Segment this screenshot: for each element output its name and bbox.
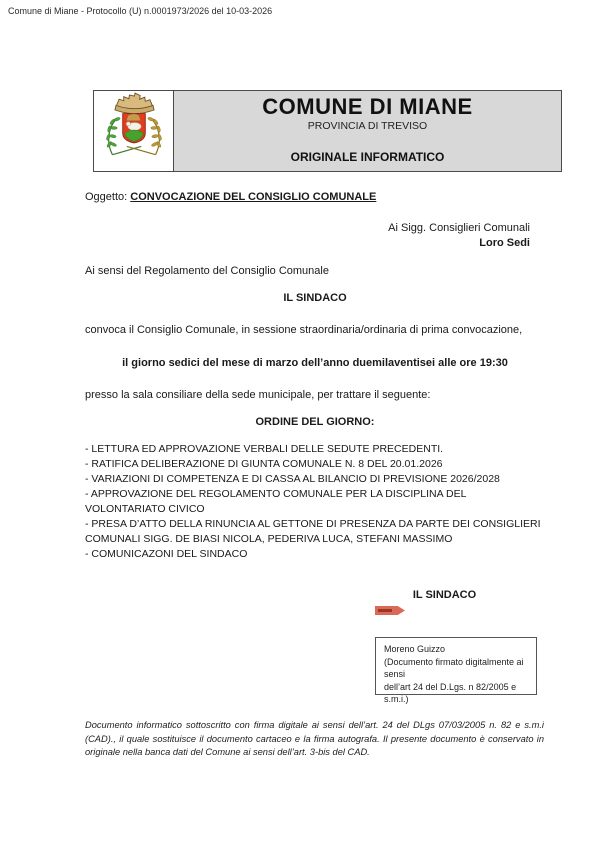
signature-disclaimer-line1: (Documento firmato digitalmente ai sensi xyxy=(384,656,524,679)
session-date-line: il giorno sedici del mese di marzo dell’anno duemilaventisei alle ore 19:30 xyxy=(122,357,508,369)
signer-name: Moreno Guizzo xyxy=(384,644,446,654)
agenda-list xyxy=(85,442,547,562)
crest-cell xyxy=(94,91,174,171)
letterhead-box xyxy=(93,90,562,172)
venue-line: presso la sala consiliare della sede municipale, per trattare il seguente: xyxy=(85,389,431,401)
recipients-line1: Ai Sigg. Consiglieri Comunali xyxy=(388,222,530,234)
agenda-item: - APPROVAZIONE DEL REGOLAMENTO COMUNALE PER LA DISCIPLINA DEL VOLONTARIATO CIVICO xyxy=(85,488,467,515)
signature-box xyxy=(375,637,537,704)
agenda-item: - LETTURA ED APPROVAZIONE VERBALI DELLE SEDUTE PRECEDENTI. xyxy=(85,443,444,455)
letterhead-text-area xyxy=(174,91,561,171)
coat-of-arms-icon xyxy=(100,91,168,172)
subject-label: Oggetto: xyxy=(85,191,131,203)
agenda-item: - PRESA D’ATTO DELLA RINUNCIA AL GETTONE DI PRESENZA DA PARTE DEI CONSIGLIERI COMUNALI SIGG. DE BIASI NICOLA, PEDERIVA LUCA, STEFANI MASSIMO xyxy=(85,518,541,545)
recipients-block xyxy=(85,221,530,250)
intro-line: Ai sensi del Regolamento del Consiglio Comunale xyxy=(85,265,329,277)
document-type-label: ORIGINALE INFORMATICO xyxy=(290,150,445,164)
digital-signature-stamp-icon xyxy=(375,606,405,615)
subject-value: CONVOCAZIONE DEL CONSIGLIO COMUNALE xyxy=(130,191,377,203)
signature-heading: IL SINDACO xyxy=(412,589,477,601)
convocation-line: convoca il Consiglio Comunale, in sessione straordinaria/ordinaria di prima convocazione, xyxy=(85,324,523,336)
province-subtitle: PROVINCIA DI TREVISO xyxy=(307,120,428,132)
oak-branch xyxy=(147,116,162,154)
recipients-line2: Loro Sedi xyxy=(479,236,530,249)
mayor-heading: IL SINDACO xyxy=(283,292,347,304)
protocol-header: Comune di Miane - Protocollo (U) n.0001973/2026 del 10-03-2026 xyxy=(8,6,273,16)
subject-line xyxy=(85,190,376,204)
crown xyxy=(115,93,154,114)
agenda-item: - VARIAZIONI DI COMPETENZA E DI CASSA AL BILANCIO DI PREVISIONE 2026/2028 xyxy=(85,473,500,485)
agenda-item: - COMUNICAZONI DEL SINDACO xyxy=(85,548,248,560)
legal-footer-note: Documento informatico sottoscritto con firma digitale ai sensi dell’art. 24 del DLgs 07/03/2005 n. 82 e s.m.i (CAD)., il quale sostituisce il documento cartaceo e la firma autografa. Il presente documento è conservato in originale nella banca dati del Comune ai sensi dell’art. 3-bis del CAD. xyxy=(85,720,544,757)
municipality-title: COMUNE DI MIANE xyxy=(262,94,473,119)
agenda-item: - RATIFICA DELIBERAZIONE DI GIUNTA COMUNALE N. 8 DEL 20.01.2026 xyxy=(85,458,443,470)
signature-disclaimer-line2: dell’art 24 del D.Lgs. n 82/2005 e s.m.i.) xyxy=(384,681,517,704)
agenda-heading: ORDINE DEL GIORNO: xyxy=(255,416,375,428)
laurel-branch xyxy=(105,116,120,154)
stamp-marks xyxy=(378,609,392,612)
